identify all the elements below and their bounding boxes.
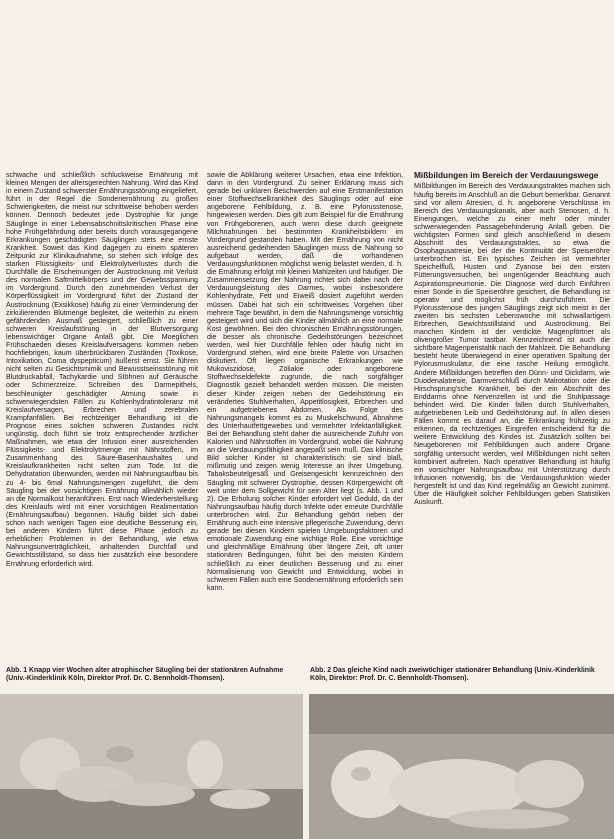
text-column-3 <box>414 171 610 649</box>
column-2-text: sowie die Abklärung weiterer Ursachen, etwa eine Infektion, dann in den Vordergrund. Zu seiner Erklärung muss sich gerade bei unklaren Beschwerden auf eine Erstmanifestation einer Stoffwechselkrankheit des Säuglings oder auf eine angeborene Fehlbildung, z. B. eine Pylorusstenose, hingewiesen werden. Dies gilt zum Beispiel für die Ernährung von Frühgeborenen, auch wenn diese durch geeignete Milchnahrungen bei bestimmten Krankheitsbildern im Vordergrund gestanden haben. Mit der Ernährung von nicht ausreichend gedeihenden Säuglingen muss die Nahrung so aufgebaut werden, daß die vorhandenen Verdauungsfunktionen möglichst wenig belastet werden, d. h. die Ernährung erfolgt mit kleinen Mahlzeiten und häufiger. Die Zusammensetzung der Nahrung richtet sich dabei nach der Verdauungsleistung des Darmes, wobei insbesondere Kohlenhydrate, Fett und Eiweiß dosiert zugeführt werden müssen. Dabei hat sich ein schrittweises Vorgehen über mehrere Tage bewährt, in dem die Nahrungsmenge vorsichtig gesteigert wird und sich die Kinder allmählich an eine normale Kost gewöhnen. Bei den chronischen Ernährungsstörungen, die besser als chronische Gedeihstörungen bezeichnet werden, weil hier Durchfälle fehlen oder häufig nicht im Vordergrund stehen, wird eine breite Palette von Ursachen diskutiert. Oft liegen organische Erkrankungen wie Mukoviszidose, Zöliakie oder angeborene Stoffwechseldefekte zugrunde, die nach sorgfältiger Diagnostik gezielt behandelt werden müssen. Die meisten dieser Kinder zeigen neben der Gedeihstörung ein verändertes Stuhlverhalten, Appetitlosigkeit, Erbrechen und ein aufgetriebenes Abdomen. Als Folge des Nahrungsmangels kommt es zu Muskelschwund, Abnahme des Unterhautfettgewebes und vermehrter Infektanfälligkeit. Bei der Behandlung steht daher die ausreichende Zufuhr von Kalorien und Nährstoffen im Vordergrund, wobei die Nahrung an die Verdauungsfähigkeit angepaßt sein muß. Das klinische Bild solcher Kinder ist charakteristisch: sie sind blaß, mißmutig und zeigen wenig Interesse an ihrer Umgebung. Tabaksbeutelgesäß und Greisengesicht kennzeichnen den Säugling mit schwerer Dystrophie, dessen Körpergewicht oft weit unter dem Sollgewicht für sein Alter liegt (s. Abb. 1 und 2). Die Erholung solcher Kinder erfordert viel Geduld, da der Nahrungsaufbau häufig durch Infekte oder erneute Durchfälle unterbrochen wird. Zur Behandlung gehört neben der Ernährung auch eine intensive pflegerische Zuwendung, denn gerade bei diesen Kindern spielen Umgebungsfaktoren und emotionale Zuwendung eine wichtige Rolle. Eine vorsichtige und gleichmäßige Ernährung über längere Zeit, oft unter stationären Bedingungen, führt bei den meisten Kindern schließlich zu einer deutlichen Besserung und zu einer Normalisierung von Gewicht und Entwicklung, wobei in schweren Fällen auch eine Sondenernährung erforderlich sein kann. <box>207 171 403 592</box>
section-heading: Mißbildungen im Bereich der Verdauungswege <box>414 171 599 180</box>
infant-photo-1 <box>0 694 303 839</box>
figure-1-caption: Abb. 1 Knapp vier Wochen alter atrophischer Säugling bei der stationären Aufnahme (Univ.-Kinderklinik Köln, Direktor Prof. Dr. C. Bennholdt-Thomsen). <box>6 667 284 682</box>
column-1-text: schwache und schließlich schluckweise Ernährung mit kleinen Mengen der altersgerechten Nahrung. Wird das Kind in einem Zustand schwerster Ernährungsstörung eingeliefert, führt in der Regel die Sondenernährung zu großen Schwierigkeiten, die meist nur schrittweise behoben werden können. Dennoch bedeutet jede Dystrophie für junge Säuglinge in einer Lebensabschnittskritischen Phase eine hohe Frühgefährdung oder bereits durch vorausgegangene Erkrankungen geschädigten Säuglingen stets eine ernste Krankheit. Soweit das Kind dagegen zu einem späteren Zeitpunkt zur Klinikaufnahme, so stehen sich infolge des starken Flüssigkeits- und Elektrolytverlustes durch die Durchfälle die Erscheinungen der Austrocknung mit Verlust des normalen Saftmittelkörpers und der Gewebsspannung im Vordergrund. Durch den zunehmenden Verlust der Körperflüssigkeit im Vordergrund führt der Zustand der Austrocknung (Exsikkose) häufig zu einer Verminderung der zirkulierenden Blutmenge begleitet, die weiterhin zu einem gefährdenden Ausmaß gesteigert, schließlich zu einer schweren Kreislaufstörung in der Blutversorgung lebenswichtiger Organe Anlaß gibt. Die Moeglichen Frühschaeden dieses Kreislaufversagens kommen neben hochfiebrigen, kaum überbrückbaren Zuständen (Toxikose, Intoxikation, Coma dyspepticum) äußerst ernst. Sie führen nicht selten zu Gesichtsmimik und Bewusstseinsstörung mit Blutdruckabfall, Tachykardie und Stöhnen auf Geräusche oder Schmerzreize. Schreiben des Darmepithels, beschleunigter geschädigter Atmung sowie in schwerwiegendsten Fällen zu Kohlenhydratintoleranz mit Kreislaufversagen, Erbrechen und zerebralen Krampfanfällen. Bei rechtzeitiger Behandlung ist die Prognose eines solchen schweren Zustandes nicht ungünstig, doch führt sie trotz entsprechender ärztlicher Maßnahmen, wie etwa der Infusion einer ausreichenden Flüssigkeits- und Elektrolytmenge mit Nährstoffen, im Zusammenhang des Säure-Basenhaushaltes und Kreislaufkrankheiten nicht selten zum Tode. Ist die Dehydratation überwunden, werden mit Nahrungsaufbau bis zu 4- bis 6mal Nahrungsmengen zugeführt, die dem Säugling bei der vorsichtigen Ernährung allmählich wieder an die Normalkost heranführen. Erst nach Wiederherstellung des Kreislaufs wird mit einer vorsichtigen Realimentation (Ernährungsaufbau) begonnen. Häufig bildet sich dabei schon nach wenigen Tagen eine deutliche Besserung ein, bei anderen Kindern führt diese Phase jedoch zu erheblichen Problemen in der Behandlung, wie etwa Nahrungsunverträglichkeit, anhaltenden Durchfall und Gewichtsstillstand, so dass hier zusätzlich eine besondere Ernährung erforderlich wird. <box>6 171 198 568</box>
infant-photo-2 <box>309 694 614 839</box>
figure-2-caption: Abb. 2 Das gleiche Kind nach zweiwöchiger stationärer Behandlung (Univ.-Kinderklinik Köln, Direktor: Prof. Dr. C. Bennholdt-Thomsen). <box>310 667 595 682</box>
text-column-2 <box>207 171 403 649</box>
column-3-text: Mißbildungen im Bereich des Verdauungstraktes machen sich häufig bereits im Anschluß an die Geburt bemerkbar. Genannt sind vor allem Atresien, d. h. angeborene Verschlüsse im Bereich des Verdauungskanals, aber auch Stenosen, d. h. Einengungen, welche zu einer mehr oder minder schwerwiegenden Passagebehinderung Anlaß geben. Die wichtigsten Formen sind gleich anschließend in diesem Abschnitt des Verdauungstraktes, so etwa die Ösophagusatresie, bei der die Kontinuität der Speiseröhre unterbrochen ist. Ein typisches Zeichen ist vermehrter Speichelfluß, Husten und Zyanose bei den ersten Fütterungsversuchen, bei ungenügender Beachtung auch Aspirationspneumonie. Die Diagnose wird durch Einführen einer Sonde in die Speiseröhre gesichert, die Behandlung ist operativ und möglichst früh durchzuführen. Die Pylorusstenose des jungen Säuglings zeigt sich meist in der zweiten bis sechsten Lebenswoche mit schwallartigem Erbrechen, Gewichtsstillstand und Austrocknung. Bei manchen Kindern ist der verdickte Magenpförtner als olivengroßer Tumor tastbar. Kennzeichnend ist auch die sichtbare Magenperistaltik nach der Mahlzeit. Die Behandlung besteht heute überwiegend in einer operativen Spaltung der Pylorusmuskulatur, die eine rasche Heilung ermöglicht. Andere Mißbildungen betreffen den Dünn- und Dickdarm, wie Duodenalatresie, Darmverschluß durch Malrotation oder die Hirschsprung'sche Krankheit, bei der ein Abschnitt des Enddarms ohne Nervenzellen ist und die Stuhlpassage behindert wird. Die Kinder fallen durch Stuhlverhalten, aufgetriebenen Leib und Gedeihstörung auf. In allen diesen Fällen kommt es darauf an, die Erkrankung frühzeitig zu erkennen, da rechtzeitiges Eingreifen entscheidend für die weitere Entwicklung des Kindes ist. Zusätzlich sollten bei Neugeborenen mit Fehlbildungen auch andere Organe sorgfältig untersucht werden, weil Mißbildungen nicht selten kombiniert auftreten. Nach operativer Behandlung ist häufig ein vorsichtiger Nahrungsaufbau mit Unterstützung durch Infusionen notwendig, bis die Verdauungsfunktion wieder hergestellt ist und das Kind regelmäßig an Gewicht zunimmt. Über die Häufigkeit solcher Fehlbildungen geben Statistiken Auskunft. <box>414 182 610 507</box>
figure-1-photo <box>0 694 303 839</box>
text-column-1 <box>6 171 198 649</box>
figure-2-photo <box>309 694 614 839</box>
